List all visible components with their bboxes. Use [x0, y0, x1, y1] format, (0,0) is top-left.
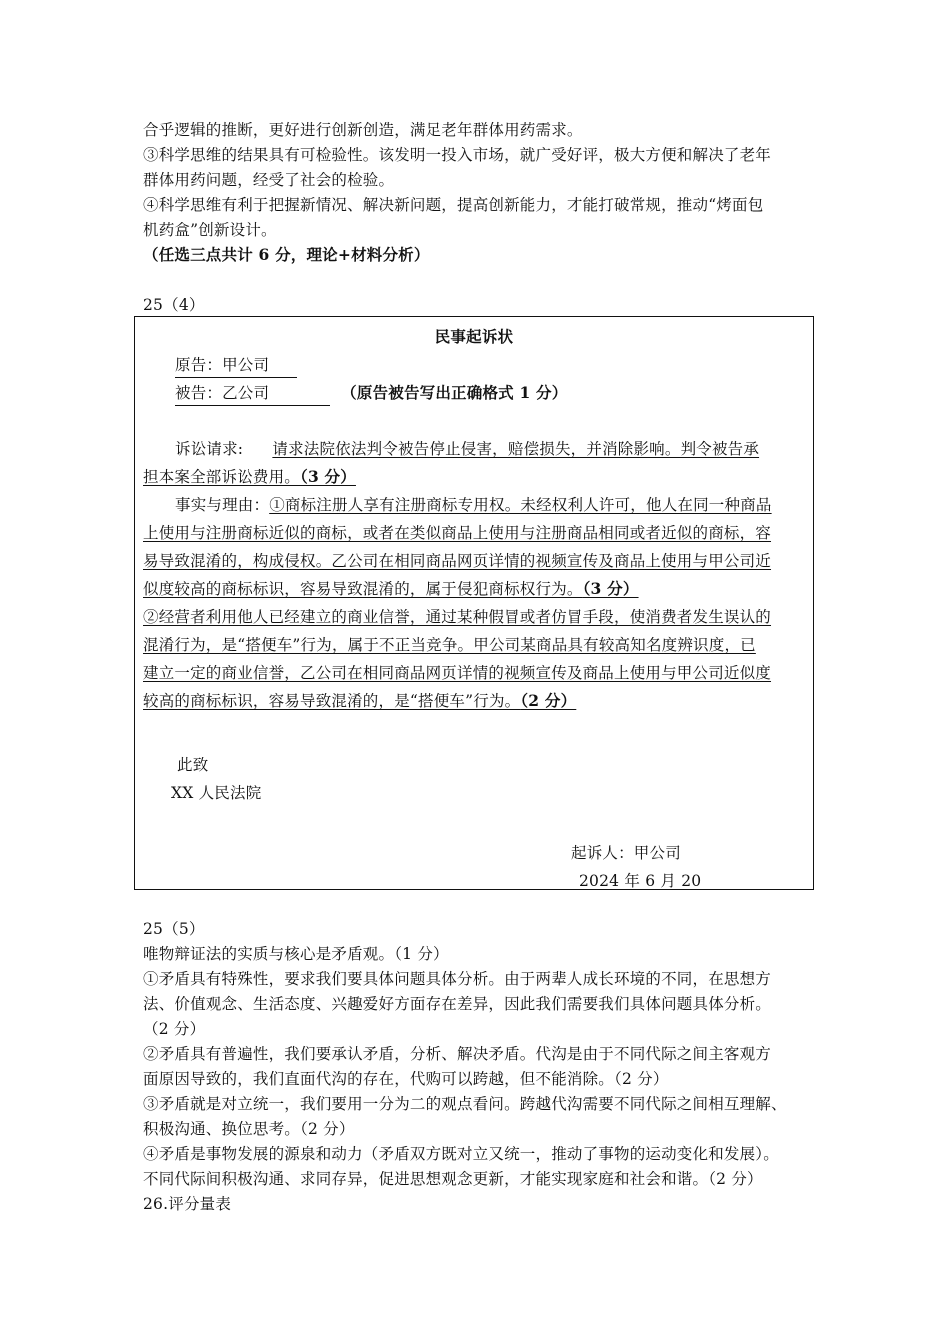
facts-text-1: ①商标注册人享有注册商标专用权。未经权利人许可，他人在同一种商品	[269, 496, 772, 514]
facts-text-8: 较高的商标标识，容易导致混淆的，是“搭便车”行为。	[143, 692, 521, 710]
party-score-note: （原告被告写出正确格式 1 分）	[341, 383, 568, 402]
q25-5-line-6: 面原因导致的，我们直面代沟的存在，代购可以跨越，但不能消除。（2 分）	[143, 1070, 669, 1088]
plaintiff: 原告：甲公司	[175, 353, 297, 378]
facts-score-1: （3 分）	[582, 579, 639, 598]
claims-line-1	[175, 437, 759, 461]
facts-text-2: 上使用与注册商标近似的商标，或者在类似商品上使用与注册商品相同或者近似的商标，容	[143, 524, 772, 542]
scoring-note: （任选三点共计 6 分，理论+材料分析）	[143, 245, 430, 264]
q25-5-line-5: ②矛盾具有普遍性，我们要承认矛盾，分析、解决矛盾。代沟是由于不同代际之间主客观方	[143, 1045, 772, 1063]
salutation: 此致	[177, 756, 209, 774]
claims-score: （3 分）	[300, 467, 356, 486]
question-25-5-label: 25（5）	[143, 920, 205, 938]
claims-line-2	[143, 465, 356, 489]
top-line-4: ④科学思维有利于把握新情况、解决新问题，提高创新能力，才能打破常规，推动“烤面包	[143, 196, 764, 214]
court-name: XX 人民法院	[171, 784, 262, 802]
facts-score-2: （2 分）	[520, 691, 577, 710]
facts-text-5: ②经营者利用他人已经建立的商业信誉，通过某种假冒或者仿冒手段，使消费者发生误认的	[143, 608, 772, 626]
top-line-3: 群体用药问题，经受了社会的检验。	[143, 171, 395, 189]
q25-5-line-9: ④矛盾是事物发展的源泉和动力（矛盾双方既对立又统一，推动了事物的运动变化和发展）。	[143, 1145, 779, 1163]
civil-complaint-box	[134, 316, 814, 890]
defendant-line	[175, 381, 567, 406]
facts-label: 事实与理由：	[175, 496, 270, 514]
facts-text-7: 建立一定的商业信誉，乙公司在相同商品网页详情的视频宣传及商品上使用与甲公司近似度	[143, 664, 772, 682]
facts-line-1	[175, 493, 772, 517]
question-25-4-label: 25（4）	[143, 296, 205, 314]
claims-label: 诉讼请求:	[175, 440, 244, 458]
plaintiff-line	[175, 353, 297, 378]
complaint-title: 民事起诉状	[434, 327, 514, 346]
top-line-5: 机药盒”创新设计。	[143, 221, 277, 239]
q25-5-line-8: 积极沟通、换位思考。（2 分）	[143, 1120, 355, 1138]
facts-line-8	[143, 689, 576, 713]
facts-text-6: 混淆行为，是“搭便车”行为，属于不正当竞争。甲公司某商品具有较高知名度辨识度，已	[143, 636, 756, 654]
top-line-1: 合乎逻辑的推断，更好进行创新创造，满足老年群体用药需求。	[143, 121, 583, 139]
q25-5-line-7: ③矛盾就是对立统一，我们要用一分为二的观点看问。跨越代沟需要不同代际之间相互理解、	[143, 1095, 787, 1113]
q25-5-line-2: ①矛盾具有特殊性，要求我们要具体问题具体分析。由于两辈人成长环境的不同，在思想方	[143, 970, 772, 988]
claims-text-1: 请求法院依法判令被告停止侵害，赔偿损失，并消除影响。判令被告承	[272, 440, 760, 458]
filing-date: 2024 年 6 月 20	[579, 872, 702, 890]
claims-text-2: 担本案全部诉讼费用。	[143, 468, 301, 486]
signer: 起诉人：甲公司	[571, 844, 681, 862]
q25-5-line-3: 法、价值观念、生活态度、兴趣爱好方面存在差异，因此我们需要我们具体问题具体分析。	[143, 995, 772, 1013]
q25-5-line-4: （2 分）	[143, 1020, 206, 1038]
defendant: 被告：乙公司	[175, 381, 330, 406]
q25-5-line-10: 不同代际间积极沟通、求同存异，促进思想观念更新，才能实现家庭和社会和谐。（2 分）	[143, 1170, 763, 1188]
top-line-2: ③科学思维的结果具有可检验性。该发明一投入市场，就广受好评，极大方便和解决了老年	[143, 146, 772, 164]
q25-5-line-1: 唯物辩证法的实质与核心是矛盾观。（1 分）	[143, 945, 449, 963]
question-26-label: 26.评分量表	[143, 1195, 232, 1213]
facts-line-4	[143, 577, 639, 601]
facts-text-3: 易导致混淆的，构成侵权。乙公司在相同商品网页详情的视频宣传及商品上使用与甲公司近	[143, 552, 772, 570]
facts-text-4: 似度较高的商标标识，容易导致混淆的，属于侵犯商标权行为。	[143, 580, 583, 598]
